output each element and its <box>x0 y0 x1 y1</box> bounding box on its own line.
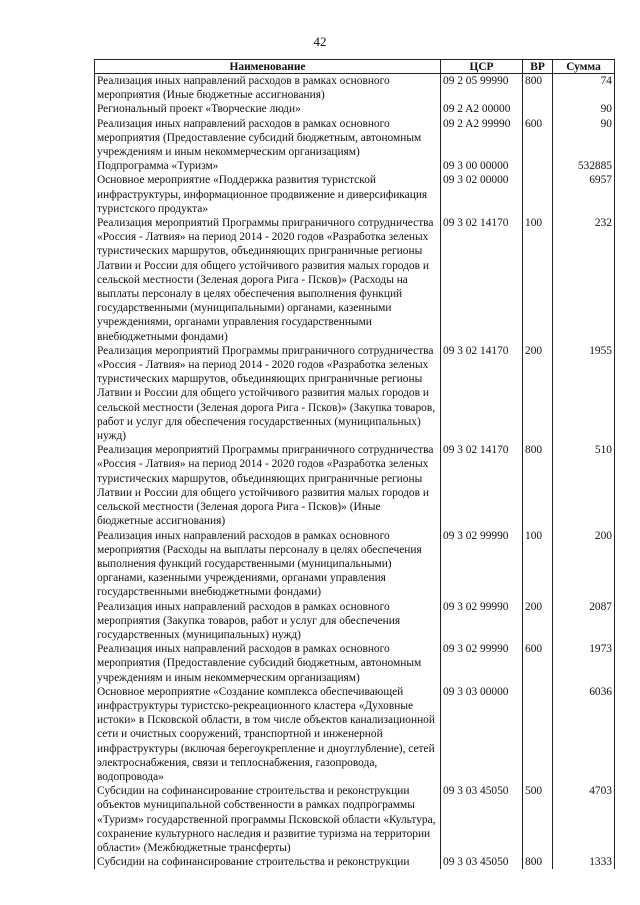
row-name: Реализация иных направлений расходов в рамках основного мероприятия (Закупка товаров, работ и услуг для обеспечения государственных (муниципальных) нужд) <box>95 600 441 643</box>
row-sum: 532885 <box>553 159 615 173</box>
row-sum: 200 <box>553 529 615 600</box>
row-name: Основное мероприятие «Поддержка развития туристской инфраструктуры, информационное продвижение и диверсификация туристского продукта» <box>95 173 441 216</box>
header-name: Наименование <box>95 60 441 74</box>
row-sum: 1973 <box>553 642 615 685</box>
row-name: Основное мероприятие «Создание комплекса обеспечивающей инфраструктуры туристско-рекреационного кластера «Духовные истоки» в Псковской области, в том числе объектов канализационной сети и очистных сооружений, транспортной и инженерной инфраструктуры (включая берегоукрепление и дноуглубление), сетей электроснабжения, связи и теплоснабжения, газопровода, водопровода» <box>95 685 441 784</box>
row-vr <box>523 685 553 784</box>
table-row <box>95 344 615 443</box>
row-vr: 600 <box>523 642 553 685</box>
row-sum: 4703 <box>553 784 615 855</box>
header-vr: ВР <box>523 60 553 74</box>
row-csr: 09 3 02 14170 <box>441 344 523 443</box>
row-vr: 200 <box>523 600 553 643</box>
row-vr: 200 <box>523 344 553 443</box>
row-csr: 09 3 02 14170 <box>441 443 523 528</box>
row-sum: 74 <box>553 74 615 103</box>
table-row <box>95 74 615 103</box>
row-vr: 100 <box>523 216 553 344</box>
row-csr: 09 3 00 00000 <box>441 159 523 173</box>
row-csr: 09 2 A2 99990 <box>441 117 523 160</box>
table-row <box>95 784 615 855</box>
row-csr: 09 3 03 00000 <box>441 685 523 784</box>
row-csr: 09 3 02 14170 <box>441 216 523 344</box>
table-row <box>95 855 615 869</box>
row-sum: 232 <box>553 216 615 344</box>
row-csr: 09 2 A2 00000 <box>441 102 523 116</box>
row-vr <box>523 173 553 216</box>
row-vr: 800 <box>523 443 553 528</box>
row-name: Реализация мероприятий Программы приграничного сотрудничества «Россия - Латвия» на период 2014 - 2020 годов «Разработка зеленых туристических маршрутов, объединяющих приграничные регионы Латвии и России для общего устойчивого развития малых городов и сельской местности (Зеленая дорога Рига - Псков)» (Расходы на выплаты персоналу в целях обеспечения выполнения функций государственными (муниципальными) органами, казенными учреждениями, органами управления государственными внебюджетными фондами) <box>95 216 441 344</box>
table-row <box>95 529 615 600</box>
row-csr: 09 3 02 99990 <box>441 642 523 685</box>
row-name: Реализация иных направлений расходов в рамках основного мероприятия (Расходы на выплаты персоналу в целях обеспечения выполнения функций государственными (муниципальными) органами, казенными учреждениями, органами управления государственными внебюджетными фондами) <box>95 529 441 600</box>
row-name: Региональный проект «Творческие люди» <box>95 102 441 116</box>
row-name: Подпрограмма «Туризм» <box>95 159 441 173</box>
row-sum: 6036 <box>553 685 615 784</box>
table-row <box>95 159 615 173</box>
table-row <box>95 102 615 116</box>
row-name: Реализация иных направлений расходов в рамках основного мероприятия (Предоставление субсидий бюджетным, автономным учреждениям и иным некоммерческим организациям) <box>95 117 441 160</box>
row-vr: 800 <box>523 74 553 103</box>
page-number: 42 <box>313 34 327 49</box>
row-sum: 6957 <box>553 173 615 216</box>
table-header-row <box>95 60 615 74</box>
row-sum: 2087 <box>553 600 615 643</box>
row-name: Реализация иных направлений расходов в рамках основного мероприятия (Иные бюджетные ассигнования) <box>95 74 441 103</box>
table-row <box>95 642 615 685</box>
table-row <box>95 685 615 784</box>
row-csr: 09 3 02 99990 <box>441 529 523 600</box>
row-sum: 1955 <box>553 344 615 443</box>
row-vr: 600 <box>523 117 553 160</box>
row-csr: 09 3 03 45050 <box>441 784 523 855</box>
row-name: Реализация мероприятий Программы приграничного сотрудничества «Россия - Латвия» на период 2014 - 2020 годов «Разработка зеленых туристических маршрутов, объединяющих приграничные регионы Латвии и России для общего устойчивого развития малых городов и сельской местности (Зеленая дорога Рига - Псков)» (Закупка товаров, работ и услуг для обеспечения государственных (муниципальных) нужд) <box>95 344 441 443</box>
row-name: Реализация мероприятий Программы приграничного сотрудничества «Россия - Латвия» на период 2014 - 2020 годов «Разработка зеленых туристических маршрутов, объединяющих приграничные регионы Латвии и России для общего устойчивого развития малых городов и сельской местности (Зеленая дорога Рига - Псков)» (Иные бюджетные ассигнования) <box>95 443 441 528</box>
row-csr: 09 3 02 99990 <box>441 600 523 643</box>
row-csr: 09 2 05 99990 <box>441 74 523 103</box>
row-vr: 100 <box>523 529 553 600</box>
row-sum: 90 <box>553 117 615 160</box>
row-name: Реализация иных направлений расходов в рамках основного мероприятия (Предоставление субсидий бюджетным, автономным учреждениям и иным некоммерческим организациям) <box>95 642 441 685</box>
row-vr <box>523 102 553 116</box>
row-csr: 09 3 02 00000 <box>441 173 523 216</box>
header-sum: Сумма <box>553 60 615 74</box>
row-vr: 800 <box>523 855 553 869</box>
row-name: Субсидии на софинансирование строительства и реконструкции объектов муниципальной собственности в рамках подпрограммы «Туризм» государственной программы Псковской области «Культура, сохранение культурного наследия и развитие туризма на территории области» (Межбюджетные трансферты) <box>95 784 441 855</box>
row-vr <box>523 159 553 173</box>
budget-table <box>94 59 615 869</box>
header-csr: ЦСР <box>441 60 523 74</box>
row-name: Субсидии на софинансирование строительства и реконструкции <box>95 855 441 869</box>
row-sum: 1333 <box>553 855 615 869</box>
table-row <box>95 600 615 643</box>
row-vr: 500 <box>523 784 553 855</box>
table-row <box>95 173 615 216</box>
row-sum: 90 <box>553 102 615 116</box>
table-row <box>95 216 615 344</box>
table-row <box>95 117 615 160</box>
table-body <box>95 74 615 870</box>
row-sum: 510 <box>553 443 615 528</box>
row-csr: 09 3 03 45050 <box>441 855 523 869</box>
table-row <box>95 443 615 528</box>
